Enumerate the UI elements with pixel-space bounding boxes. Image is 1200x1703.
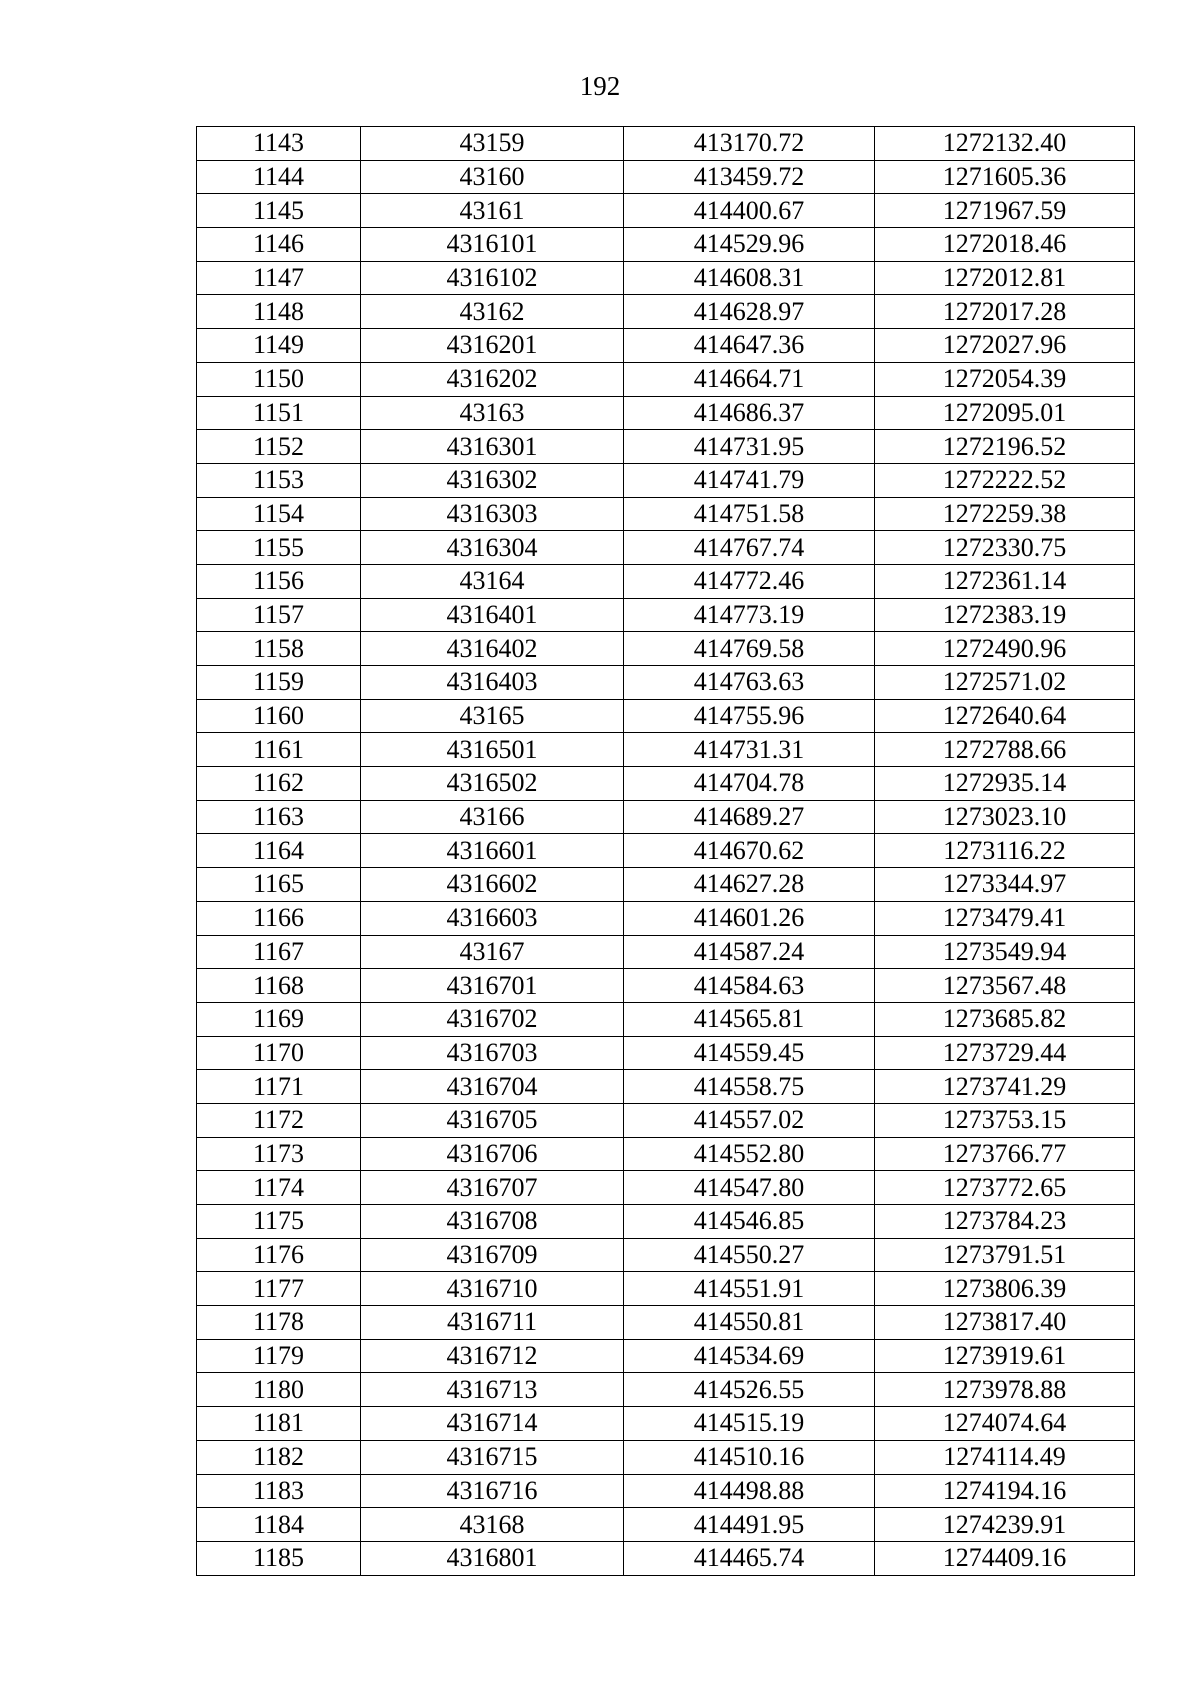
table-row xyxy=(197,396,1135,430)
row-index-cell: 1168 xyxy=(197,969,361,1003)
x-coordinate-cell: 414510.16 xyxy=(624,1440,875,1474)
table-row xyxy=(197,329,1135,363)
y-coordinate-cell: 1272383.19 xyxy=(875,598,1135,632)
row-index-cell: 1173 xyxy=(197,1137,361,1171)
row-index-cell: 1172 xyxy=(197,1103,361,1137)
table-row xyxy=(197,463,1135,497)
point-id-cell: 4316712 xyxy=(361,1339,624,1373)
point-id-cell: 4316711 xyxy=(361,1306,624,1340)
table-row xyxy=(197,1407,1135,1441)
y-coordinate-cell: 1272935.14 xyxy=(875,767,1135,801)
table-row xyxy=(197,1474,1135,1508)
row-index-cell: 1160 xyxy=(197,699,361,733)
point-id-cell: 4316716 xyxy=(361,1474,624,1508)
point-id-cell: 43159 xyxy=(361,127,624,161)
table-row xyxy=(197,699,1135,733)
row-index-cell: 1150 xyxy=(197,362,361,396)
x-coordinate-cell: 414664.71 xyxy=(624,362,875,396)
row-index-cell: 1167 xyxy=(197,935,361,969)
x-coordinate-cell: 414550.27 xyxy=(624,1238,875,1272)
table-row xyxy=(197,1339,1135,1373)
table-row xyxy=(197,1103,1135,1137)
x-coordinate-cell: 414773.19 xyxy=(624,598,875,632)
table-row xyxy=(197,261,1135,295)
row-index-cell: 1179 xyxy=(197,1339,361,1373)
x-coordinate-cell: 414627.28 xyxy=(624,868,875,902)
y-coordinate-cell: 1272788.66 xyxy=(875,733,1135,767)
row-index-cell: 1181 xyxy=(197,1407,361,1441)
x-coordinate-cell: 414529.96 xyxy=(624,228,875,262)
row-index-cell: 1180 xyxy=(197,1373,361,1407)
table-row xyxy=(197,1238,1135,1272)
point-id-cell: 4316401 xyxy=(361,598,624,632)
x-coordinate-cell: 414526.55 xyxy=(624,1373,875,1407)
table-row xyxy=(197,868,1135,902)
y-coordinate-cell: 1273806.39 xyxy=(875,1272,1135,1306)
point-id-cell: 4316709 xyxy=(361,1238,624,1272)
x-coordinate-cell: 414551.91 xyxy=(624,1272,875,1306)
y-coordinate-cell: 1273741.29 xyxy=(875,1070,1135,1104)
x-coordinate-cell: 414559.45 xyxy=(624,1036,875,1070)
coordinates-table xyxy=(196,126,1135,1576)
point-id-cell: 4316302 xyxy=(361,463,624,497)
point-id-cell: 4316603 xyxy=(361,901,624,935)
x-coordinate-cell: 414465.74 xyxy=(624,1541,875,1575)
x-coordinate-cell: 414601.26 xyxy=(624,901,875,935)
y-coordinate-cell: 1274239.91 xyxy=(875,1508,1135,1542)
point-id-cell: 4316402 xyxy=(361,632,624,666)
point-id-cell: 43163 xyxy=(361,396,624,430)
point-id-cell: 43168 xyxy=(361,1508,624,1542)
row-index-cell: 1159 xyxy=(197,666,361,700)
x-coordinate-cell: 414534.69 xyxy=(624,1339,875,1373)
table-row xyxy=(197,901,1135,935)
point-id-cell: 4316602 xyxy=(361,868,624,902)
x-coordinate-cell: 414558.75 xyxy=(624,1070,875,1104)
y-coordinate-cell: 1272259.38 xyxy=(875,497,1135,531)
y-coordinate-cell: 1273784.23 xyxy=(875,1205,1135,1239)
table-row xyxy=(197,969,1135,1003)
x-coordinate-cell: 414769.58 xyxy=(624,632,875,666)
y-coordinate-cell: 1273791.51 xyxy=(875,1238,1135,1272)
table-row xyxy=(197,1373,1135,1407)
table-row xyxy=(197,160,1135,194)
y-coordinate-cell: 1272196.52 xyxy=(875,430,1135,464)
point-id-cell: 43162 xyxy=(361,295,624,329)
point-id-cell: 43160 xyxy=(361,160,624,194)
y-coordinate-cell: 1272490.96 xyxy=(875,632,1135,666)
point-id-cell: 4316707 xyxy=(361,1171,624,1205)
row-index-cell: 1162 xyxy=(197,767,361,801)
table-row xyxy=(197,1137,1135,1171)
table-row xyxy=(197,598,1135,632)
x-coordinate-cell: 414587.24 xyxy=(624,935,875,969)
row-index-cell: 1146 xyxy=(197,228,361,262)
y-coordinate-cell: 1273479.41 xyxy=(875,901,1135,935)
point-id-cell: 4316702 xyxy=(361,1002,624,1036)
x-coordinate-cell: 414670.62 xyxy=(624,834,875,868)
row-index-cell: 1182 xyxy=(197,1440,361,1474)
row-index-cell: 1151 xyxy=(197,396,361,430)
y-coordinate-cell: 1272018.46 xyxy=(875,228,1135,262)
table-row xyxy=(197,767,1135,801)
row-index-cell: 1161 xyxy=(197,733,361,767)
row-index-cell: 1156 xyxy=(197,564,361,598)
row-index-cell: 1143 xyxy=(197,127,361,161)
y-coordinate-cell: 1273919.61 xyxy=(875,1339,1135,1373)
point-id-cell: 43167 xyxy=(361,935,624,969)
x-coordinate-cell: 414751.58 xyxy=(624,497,875,531)
table-row xyxy=(197,632,1135,666)
x-coordinate-cell: 413459.72 xyxy=(624,160,875,194)
x-coordinate-cell: 414400.67 xyxy=(624,194,875,228)
y-coordinate-cell: 1273817.40 xyxy=(875,1306,1135,1340)
row-index-cell: 1149 xyxy=(197,329,361,363)
point-id-cell: 4316201 xyxy=(361,329,624,363)
row-index-cell: 1170 xyxy=(197,1036,361,1070)
point-id-cell: 4316601 xyxy=(361,834,624,868)
x-coordinate-cell: 414498.88 xyxy=(624,1474,875,1508)
table-row xyxy=(197,1002,1135,1036)
row-index-cell: 1176 xyxy=(197,1238,361,1272)
point-id-cell: 4316706 xyxy=(361,1137,624,1171)
row-index-cell: 1158 xyxy=(197,632,361,666)
x-coordinate-cell: 414704.78 xyxy=(624,767,875,801)
table-row xyxy=(197,1272,1135,1306)
y-coordinate-cell: 1273978.88 xyxy=(875,1373,1135,1407)
table-row xyxy=(197,1541,1135,1575)
y-coordinate-cell: 1273766.77 xyxy=(875,1137,1135,1171)
row-index-cell: 1178 xyxy=(197,1306,361,1340)
table-row xyxy=(197,531,1135,565)
point-id-cell: 4316714 xyxy=(361,1407,624,1441)
table-row xyxy=(197,666,1135,700)
x-coordinate-cell: 413170.72 xyxy=(624,127,875,161)
table-row xyxy=(197,1508,1135,1542)
row-index-cell: 1155 xyxy=(197,531,361,565)
y-coordinate-cell: 1272027.96 xyxy=(875,329,1135,363)
row-index-cell: 1166 xyxy=(197,901,361,935)
row-index-cell: 1183 xyxy=(197,1474,361,1508)
row-index-cell: 1154 xyxy=(197,497,361,531)
y-coordinate-cell: 1271605.36 xyxy=(875,160,1135,194)
y-coordinate-cell: 1272054.39 xyxy=(875,362,1135,396)
y-coordinate-cell: 1274194.16 xyxy=(875,1474,1135,1508)
table-row xyxy=(197,1440,1135,1474)
row-index-cell: 1169 xyxy=(197,1002,361,1036)
x-coordinate-cell: 414584.63 xyxy=(624,969,875,1003)
row-index-cell: 1164 xyxy=(197,834,361,868)
point-id-cell: 4316704 xyxy=(361,1070,624,1104)
y-coordinate-cell: 1273567.48 xyxy=(875,969,1135,1003)
point-id-cell: 4316304 xyxy=(361,531,624,565)
row-index-cell: 1153 xyxy=(197,463,361,497)
y-coordinate-cell: 1273772.65 xyxy=(875,1171,1135,1205)
table-row xyxy=(197,295,1135,329)
point-id-cell: 4316303 xyxy=(361,497,624,531)
point-id-cell: 4316701 xyxy=(361,969,624,1003)
x-coordinate-cell: 414557.02 xyxy=(624,1103,875,1137)
y-coordinate-cell: 1272640.64 xyxy=(875,699,1135,733)
point-id-cell: 4316501 xyxy=(361,733,624,767)
y-coordinate-cell: 1273344.97 xyxy=(875,868,1135,902)
y-coordinate-cell: 1271967.59 xyxy=(875,194,1135,228)
y-coordinate-cell: 1272095.01 xyxy=(875,396,1135,430)
table-row xyxy=(197,1070,1135,1104)
x-coordinate-cell: 414741.79 xyxy=(624,463,875,497)
y-coordinate-cell: 1274074.64 xyxy=(875,1407,1135,1441)
table-row xyxy=(197,362,1135,396)
point-id-cell: 4316705 xyxy=(361,1103,624,1137)
table-row xyxy=(197,800,1135,834)
y-coordinate-cell: 1272571.02 xyxy=(875,666,1135,700)
x-coordinate-cell: 414608.31 xyxy=(624,261,875,295)
table-row xyxy=(197,935,1135,969)
page-number: 192 xyxy=(579,71,621,101)
point-id-cell: 4316301 xyxy=(361,430,624,464)
y-coordinate-cell: 1272012.81 xyxy=(875,261,1135,295)
y-coordinate-cell: 1272017.28 xyxy=(875,295,1135,329)
row-index-cell: 1165 xyxy=(197,868,361,902)
point-id-cell: 43165 xyxy=(361,699,624,733)
x-coordinate-cell: 414550.81 xyxy=(624,1306,875,1340)
x-coordinate-cell: 414731.95 xyxy=(624,430,875,464)
y-coordinate-cell: 1273116.22 xyxy=(875,834,1135,868)
row-index-cell: 1147 xyxy=(197,261,361,295)
row-index-cell: 1171 xyxy=(197,1070,361,1104)
point-id-cell: 4316703 xyxy=(361,1036,624,1070)
table-row xyxy=(197,1036,1135,1070)
point-id-cell: 43164 xyxy=(361,564,624,598)
y-coordinate-cell: 1273023.10 xyxy=(875,800,1135,834)
x-coordinate-cell: 414772.46 xyxy=(624,564,875,598)
row-index-cell: 1184 xyxy=(197,1508,361,1542)
y-coordinate-cell: 1272361.14 xyxy=(875,564,1135,598)
row-index-cell: 1144 xyxy=(197,160,361,194)
x-coordinate-cell: 414515.19 xyxy=(624,1407,875,1441)
point-id-cell: 4316715 xyxy=(361,1440,624,1474)
table-row xyxy=(197,127,1135,161)
row-index-cell: 1175 xyxy=(197,1205,361,1239)
coordinates-table-body xyxy=(197,127,1135,1576)
table-row xyxy=(197,834,1135,868)
table-row xyxy=(197,430,1135,464)
point-id-cell: 4316102 xyxy=(361,261,624,295)
x-coordinate-cell: 414565.81 xyxy=(624,1002,875,1036)
table-row xyxy=(197,1205,1135,1239)
row-index-cell: 1152 xyxy=(197,430,361,464)
y-coordinate-cell: 1274114.49 xyxy=(875,1440,1135,1474)
row-index-cell: 1177 xyxy=(197,1272,361,1306)
x-coordinate-cell: 414546.85 xyxy=(624,1205,875,1239)
x-coordinate-cell: 414647.36 xyxy=(624,329,875,363)
y-coordinate-cell: 1274409.16 xyxy=(875,1541,1135,1575)
row-index-cell: 1174 xyxy=(197,1171,361,1205)
y-coordinate-cell: 1273549.94 xyxy=(875,935,1135,969)
point-id-cell: 4316502 xyxy=(361,767,624,801)
row-index-cell: 1163 xyxy=(197,800,361,834)
row-index-cell: 1145 xyxy=(197,194,361,228)
row-index-cell: 1185 xyxy=(197,1541,361,1575)
point-id-cell: 4316101 xyxy=(361,228,624,262)
x-coordinate-cell: 414755.96 xyxy=(624,699,875,733)
y-coordinate-cell: 1273685.82 xyxy=(875,1002,1135,1036)
point-id-cell: 43166 xyxy=(361,800,624,834)
x-coordinate-cell: 414689.27 xyxy=(624,800,875,834)
point-id-cell: 4316403 xyxy=(361,666,624,700)
x-coordinate-cell: 414547.80 xyxy=(624,1171,875,1205)
table-row xyxy=(197,497,1135,531)
point-id-cell: 4316710 xyxy=(361,1272,624,1306)
table-row xyxy=(197,228,1135,262)
table-row xyxy=(197,1171,1135,1205)
table-row xyxy=(197,564,1135,598)
x-coordinate-cell: 414763.63 xyxy=(624,666,875,700)
point-id-cell: 4316801 xyxy=(361,1541,624,1575)
x-coordinate-cell: 414491.95 xyxy=(624,1508,875,1542)
y-coordinate-cell: 1272330.75 xyxy=(875,531,1135,565)
point-id-cell: 43161 xyxy=(361,194,624,228)
table-row xyxy=(197,194,1135,228)
table-row xyxy=(197,733,1135,767)
x-coordinate-cell: 414552.80 xyxy=(624,1137,875,1171)
y-coordinate-cell: 1272222.52 xyxy=(875,463,1135,497)
point-id-cell: 4316202 xyxy=(361,362,624,396)
x-coordinate-cell: 414628.97 xyxy=(624,295,875,329)
x-coordinate-cell: 414686.37 xyxy=(624,396,875,430)
y-coordinate-cell: 1273729.44 xyxy=(875,1036,1135,1070)
row-index-cell: 1148 xyxy=(197,295,361,329)
point-id-cell: 4316708 xyxy=(361,1205,624,1239)
point-id-cell: 4316713 xyxy=(361,1373,624,1407)
y-coordinate-cell: 1273753.15 xyxy=(875,1103,1135,1137)
table-row xyxy=(197,1306,1135,1340)
y-coordinate-cell: 1272132.40 xyxy=(875,127,1135,161)
x-coordinate-cell: 414767.74 xyxy=(624,531,875,565)
row-index-cell: 1157 xyxy=(197,598,361,632)
x-coordinate-cell: 414731.31 xyxy=(624,733,875,767)
